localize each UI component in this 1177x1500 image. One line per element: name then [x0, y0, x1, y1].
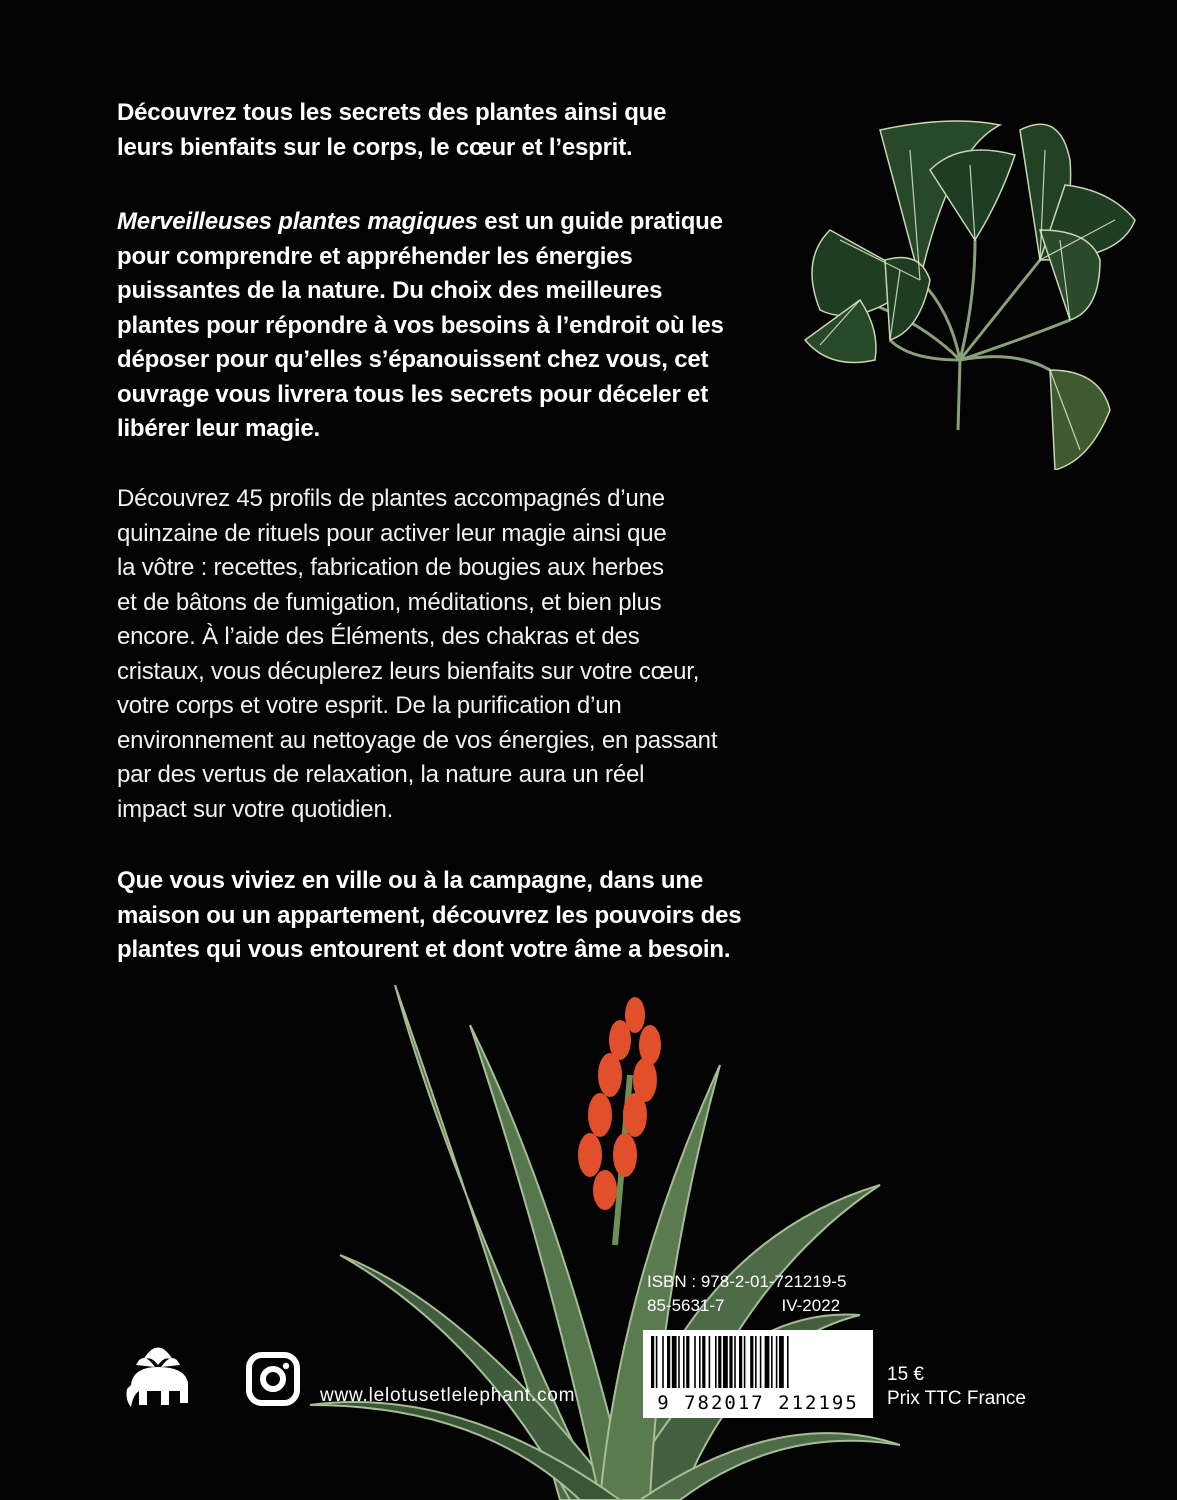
- website-link[interactable]: www.lelotusetlelephant.com: [320, 1385, 576, 1406]
- barcode-bar: [729, 1336, 732, 1388]
- barcode-bar: [779, 1336, 784, 1388]
- profiles-line: votre corps et votre esprit. De la purification d’un: [117, 692, 622, 719]
- barcode-bar: [718, 1336, 721, 1388]
- guide-line: plantes pour répondre à vos besoins à l’endroit où les: [117, 311, 724, 339]
- barcode-bar: [662, 1336, 664, 1388]
- isbn-line: ISBN : 978-2-01-721219-5: [647, 1272, 847, 1291]
- book-title: Merveilleuses plantes magiques: [117, 208, 478, 235]
- barcode-bars: [643, 1330, 873, 1392]
- price-label: Prix TTC France: [887, 1388, 1027, 1409]
- profiles-line: quinzaine de rituels pour activer leur magie ainsi que: [117, 519, 667, 547]
- guide-line: puissantes de la nature. Du choix des meilleures: [117, 277, 663, 304]
- barcode-bar: [656, 1336, 658, 1388]
- barcode-bar: [702, 1336, 705, 1388]
- barcode-bar: [776, 1336, 778, 1388]
- aloe-illustration: [300, 985, 900, 1500]
- profiles-line: impact sur votre quotidien.: [117, 795, 394, 823]
- profiles-line: encore. À l’aide des Éléments, des chakras et des: [117, 623, 640, 650]
- profiles-line: et de bâtons de fumigation, méditations, et bien plus: [117, 588, 662, 616]
- price-block: [887, 1363, 1026, 1411]
- barcode-bar: [686, 1336, 689, 1388]
- barcode-bar: [723, 1336, 728, 1388]
- guide-line: pour comprendre et appréhender les énergies: [117, 242, 633, 270]
- closing-line: plantes qui vous entourent et dont votre âme a besoin.: [117, 936, 731, 963]
- isbn-block: [647, 1270, 846, 1318]
- profiles-line: Découvrez 45 profils de plantes accompagnés d’une: [117, 485, 665, 512]
- profiles-paragraph: [117, 482, 757, 827]
- barcode-bar: [771, 1336, 773, 1388]
- price-amount: 15 €: [887, 1364, 924, 1385]
- guide-line: libérer leur magie.: [117, 415, 320, 442]
- closing-line: Que vous viviez en ville ou à la campagne, dans une: [117, 867, 704, 894]
- barcode-bar: [734, 1336, 736, 1388]
- print-date: IV-2022: [781, 1296, 841, 1315]
- profiles-line: environnement au nettoyage de vos énergies, en passant: [117, 726, 718, 754]
- barcode-bar: [715, 1336, 717, 1388]
- profiles-line: cristaux, vous décuplerez leurs bienfaits sur votre cœur,: [117, 657, 700, 685]
- barcode-bar: [651, 1336, 654, 1388]
- barcode-bar: [739, 1336, 742, 1388]
- barcode-bar: [750, 1336, 753, 1388]
- guide-paragraph: [117, 205, 757, 447]
- lotus-elephant-logo: [103, 1315, 213, 1425]
- guide-line: [117, 205, 757, 240]
- intro-line: leurs bienfaits sur le corps, le cœur et l’esprit.: [117, 133, 633, 161]
- intro-line: Découvrez tous les secrets des plantes ainsi que: [117, 99, 667, 126]
- barcode-bar: [787, 1336, 789, 1388]
- barcode-bar: [672, 1336, 677, 1388]
- internal-code: 85-5631-7: [647, 1296, 725, 1315]
- barcode-bar: [683, 1336, 685, 1388]
- closing-line: maison ou un appartement, découvrez les pouvoirs des: [117, 901, 742, 929]
- barcode-bar: [755, 1336, 757, 1388]
- barcode-bar: [760, 1336, 762, 1388]
- guide-line: déposer pour qu’elles s’épanouissent chez vous, cet: [117, 346, 709, 373]
- barcode-bar: [699, 1336, 701, 1388]
- barcode-bar: [678, 1336, 680, 1388]
- guide-line-rest: est un guide pratique: [477, 208, 723, 235]
- guide-line: ouvrage vous livrera tous les secrets pour déceler et: [117, 380, 708, 408]
- barcode-number: 9 782017 212195: [657, 1392, 859, 1414]
- barcode: [643, 1330, 873, 1418]
- barcode-bar: [744, 1336, 746, 1388]
- profiles-line: la vôtre : recettes, fabrication de bougies aux herbes: [117, 554, 664, 581]
- intro-paragraph: [117, 96, 757, 165]
- barcode-bar: [667, 1336, 670, 1388]
- barcode-bar: [694, 1336, 696, 1388]
- instagram-icon[interactable]: [246, 1352, 300, 1406]
- closing-paragraph: [117, 864, 757, 968]
- barcode-bar: [709, 1336, 711, 1388]
- isbn-codes: [647, 1294, 846, 1318]
- alocasia-illustration: [800, 110, 1140, 470]
- barcode-bar: [765, 1336, 770, 1388]
- profiles-line: par des vertus de relaxation, la nature aura un réel: [117, 761, 645, 788]
